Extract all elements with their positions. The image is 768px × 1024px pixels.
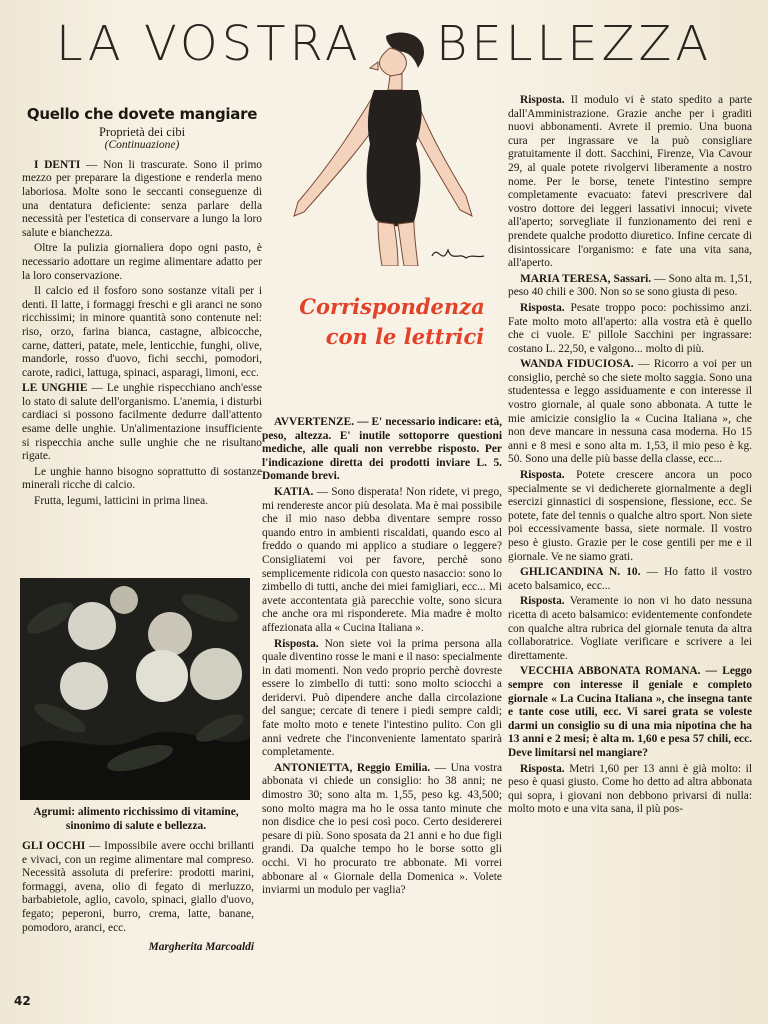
corrispondenza-line1: Corrispondenza (299, 294, 485, 319)
letters-column-middle (262, 416, 502, 900)
reply-vecchia-abbonata: Risposta. Metri 1,60 per 13 anni è già molto: il peso è quasi giusto. Come ho detto ad altra abbonata qui sopra, i giovani non debbono privarsi di nulla: molto moto e una vita sana, il più pos- (508, 762, 752, 816)
citrus-photo (20, 578, 250, 800)
corrispondenza-heading (272, 292, 512, 352)
label-unghie: LE UNGHIE (22, 382, 88, 395)
reply-ghlicandina: Risposta. Veramente io non vi ho dato nessuna ricetta di aceto balsamico: evidentemente confondete con qualche altra rubrica del giornale tenuta da altra collaboratrice. Vogliate verificare e scrivere a lei direttamente. (508, 595, 752, 662)
corrispondenza-line2: con le lettrici (325, 324, 485, 349)
letter-wanda: WANDA FIDUCIOSA. — Ricorro a voi per un consiglio, perchè so che siete molto saggia. Sono una studentessa e leggo assiduamente e con interesse il vostro giornale, al quale sono abbonata. A tutte le mie amicizie consiglio la « Cucina Italiana », che non deve mancare in nessuna casa moderna. Ho 15 anni e 8 mesi e sono alta m. 1,53, il mio peso è kg. 50. Sono una delle più basse della classe, ecc... (508, 358, 752, 466)
reply-maria-teresa: Risposta. Pesate troppo poco: pochissimo anzi. Fate molto moto all'aperto: alla vostra età è quello che ci vuole. E' pillole Sacchini per ingrassare: costano L. 22,50, e valgono... molto di più. (508, 301, 752, 355)
paragraph: Frutta, legumi, latticini in prima linea. (34, 495, 208, 508)
article-heading: Quello che dovete mangiare (26, 105, 258, 123)
paragraph: Le unghie hanno bisogno soprattutto di sostanze minerali ricche di calcio. (22, 465, 262, 492)
paragraph-denti: I DENTI — Non li trascurate. Sono il primo mezzo per preparare la digestione e renderla meno laboriosa. Molte sono le seccanti conseguenze di una dentatura deficiente: senza parlare della necessità per l'estetica di conservare a lungo la loro salute e bianchezza. (22, 158, 262, 239)
reply-katia: Risposta. Non siete voi la prima persona alla quale diventino rosse le mani e il naso: specialmente in dati momenti. Non vedo proprio perchè dovreste essere lo zimbello di tutti: sono molto sciocchi a deridervi. Può dipendere anche dalla circolazione del sangue; cercate di tenere i piedi sempre caldi; fate molto moto e tenete l'intestino pulito. Con gli anni vedrete che l'inconveniente lamentato sparirà completamente. (262, 637, 502, 759)
paragraph-occhi: GLI OCCHI — Impossibile avere occhi brillanti e vivaci, con un regime alimentare mal compreso. Necessità assoluta di preferire: prodotti marini, formaggi, avena, olio di fegato di merluzzo, barbabietole, aglio, cavolo, spinaci, giallo d'uovo, fegato; peperoni, burro, crema, latte, banane, pomodoro, aranci, ecc. (22, 840, 255, 934)
letter-ghlicandina: GHLICANDINA N. 10. — Ho fatto il vostro aceto balsamico, ecc... (508, 566, 752, 592)
title-right: BELLEZZA (436, 16, 713, 72)
letter-vecchia-abbonata: VECCHIA ABBONATA ROMANA. — Leggo sempre con interesse il geniale e completo giornale « La Cucina Italiana », che insegna tante e tante cose utili, ecc. Vi sarei grata se voleste darmi un consiglio su di una mia nipotina che ha 13 anni e 2 mesi; è alta m. 1,60 e pesa 57 chili, ecc. Deve limitarsi nel mangiare? (508, 665, 752, 759)
reply-antonietta: Risposta. Il modulo vi è stato spedito a parte dall'Amministrazione. Grazie anche per i graditi nuovi abbonamenti. Avrete il premio. Una buona cura per ingrassare ve la può consigliare gratuitamente il dott. Sacchini, Firenze, Via Cavour 29, al quale potete rivolgervi liberamente a nostro nome. Per le borse, tenete l'intestino sempre completamente evacuato: fatevi prescrivere dal vostro dottore dei leggeri lassativi innocui; vivete all'aperto; sorvegliate il funzionamento dei reni e prendete qualche prodotto diuretico. Infine cercate di disintossicare l'organismo: e fate una vita sana, all'aperto. (508, 94, 752, 270)
swimsuit-woman-illustration (274, 26, 494, 266)
label-occhi: GLI OCCHI (22, 840, 86, 852)
article-column-bottom (22, 840, 254, 955)
paragraph: Il calcio ed il fosforo sono sostanze vitali per i denti. Il latte, i formaggi freschi e gli aranci ne sono ricchissimi; in minore quantità sono contenute nel: riso, orzo, farina bianca, castagne, albicocche, carne, datteri, patate, mele, lenticchie, funghi, olive, mandorle, rosso d'uovo, fichi secchi, pomodori, carote, radici, lattuga, spinaci, asparagi, limoni, ecc. (22, 285, 262, 379)
letter-avvertenze: AVVERTENZE. — E' necessario indicare: età, peso, altezza. E' inutile sottoporre questioni mediche, alle quali non verrebbe risposto. Per l'indicazione diretta dei prodotti inviare L. 5. Domande brevi. (262, 416, 502, 483)
photo-caption: Agrumi: alimento ricchissimo di vitamine, sinonimo di salute e bellezza. (33, 806, 239, 832)
article-continuation: (Continuazione) (104, 139, 180, 152)
paragraph: Oltre la pulizia giornaliera dopo ogni pasto, è necessario adottare un regime alimentare adatto per la loro conservazione. (22, 242, 262, 282)
reply-wanda: Risposta. Potete crescere ancora un poco specialmente se vi dedicherete giornalmente a degli esercizi ginnastici di sospensione, flessione, ecc. Se potete, fate del tennis o qualche altro sport. Non siete poi eccessivamente bassa, siete normale. Il vostro peso è giusto. Grazie per le cose gentili per me e il giornale. Ve ne siamo grati. (508, 469, 752, 563)
title-left: LA VOSTRA (56, 16, 362, 72)
letters-column-right (508, 94, 752, 819)
letter-katia: KATIA. — Sono disperata! Non ridete, vi prego, mi rendereste ancor più desolata. Ma è mai possibile che il mio naso debba diventare sempre rosso quando entro in ambienti riscaldati, quando esco al freddo o quando mi applico a studiare o leggere? Consigliatemi voi per favore, perchè sono semplicemente ridicola con questo nasaccio: sono lo zimbello di tutti, anche dei miei famigliari, ecc... Mi avete accontentata già parecchie volte, sono sicura che anche ora mi risponderete. Mia madre è molto affezionata alla « Cucina Italiana ». (262, 485, 502, 634)
letter-antonietta: ANTONIETTA, Reggio Emilia. — Una vostra abbonata vi chiede un consiglio: ho 38 anni; ne dimostro 30; sono alta m. 1,55, peso kg. 43,500; sono molto magra ma ho le ossa tanto minute che non disdice che io pesi così poco. Certo desidererei pesare di più. Sono sposata da 21 anni e ho due figli grandi. Da qualche tempo ho le borse sotto gli occhi. Vi ho procurato tre abbonate. Mi vorrei abbonare al « Giornale della Domenica ». Volete inviarmi un modulo per vaglia? (262, 761, 502, 897)
author-signature: Margherita Marcoaldi (148, 941, 254, 954)
paragraph-unghie: LE UNGHIE — Le unghie rispecchiano anch'esse lo stato di salute dell'organismo. L'anemia, i disturbi cardiaci si possono facilmente dedurre dall'attento esame delle unghie. Un'alimentazione insufficiente si rispecchia anche sulle unghie che ne risultano rigate. (22, 382, 262, 463)
label-denti: I DENTI (34, 158, 81, 171)
article-column (22, 105, 262, 511)
article-subheading: Proprietà dei cibi (98, 124, 186, 139)
page-number: 42 (14, 994, 31, 1008)
letter-maria-teresa: MARIA TERESA, Sassari. — Sono alta m. 1,51, peso 40 chili e 300. Non so se sono giusta di peso. (508, 272, 752, 299)
